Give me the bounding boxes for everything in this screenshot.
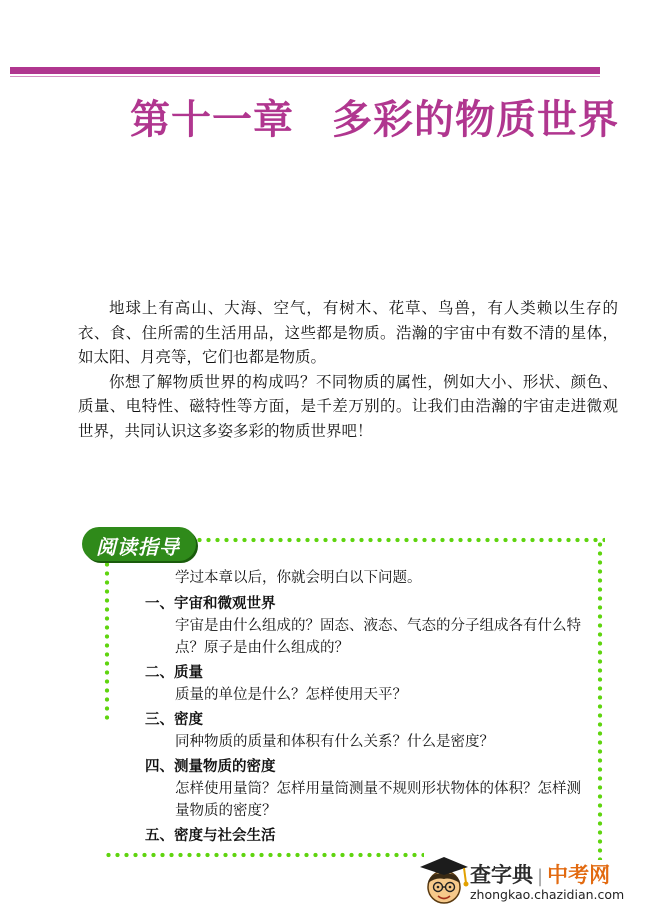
chapter-intro <box>78 296 618 443</box>
section-heading: 二、质量 <box>145 665 203 681</box>
section-heading: 四、测量物质的密度 <box>145 759 276 775</box>
chapter-number: 第十一章 <box>130 97 294 143</box>
section-heading: 五、密度与社会生活 <box>145 828 276 844</box>
section-heading: 三、密度 <box>145 712 203 728</box>
guide-border-right <box>597 540 603 860</box>
section-heading: 一、宇宙和微观世界 <box>145 596 276 612</box>
chapter-header-rule <box>10 76 600 77</box>
watermark-brand: 查字典 | 中考网 <box>470 863 611 887</box>
guide-section <box>145 756 590 822</box>
watermark-url[interactable]: zhongkao.chazidian.com <box>470 887 625 902</box>
guide-border-top <box>195 537 605 543</box>
site-watermark[interactable] <box>420 853 645 911</box>
section-body: 质量的单位是什么？怎样使用天平？ <box>175 687 407 703</box>
guide-section <box>145 825 590 847</box>
intro-paragraph: 你想了解物质世界的构成吗？不同物质的属性，例如大小、形状、颜色、质量、电特性、磁特性等方面，是千差万别的。让我们由浩瀚的宇宙走进微观世界，共同认识这多姿多彩的物质世界吧！ <box>78 372 618 440</box>
chapter-header-bar <box>10 67 600 74</box>
section-body: 同种物质的质量和体积有什么关系？什么是密度？ <box>175 734 494 750</box>
chapter-name: 多彩的物质世界 <box>332 97 619 143</box>
guide-border-bottom <box>104 852 424 858</box>
reading-guide-badge <box>82 527 196 561</box>
guide-border-left <box>104 560 110 720</box>
reading-guide-content <box>145 568 590 847</box>
intro-paragraph: 地球上有高山、大海、空气，有树木、花草、鸟兽，有人类赖以生存的衣、食、住所需的生活用品，这些都是物质。浩瀚的宇宙中有数不清的星体，如太阳、月亮等，它们也都是物质。 <box>78 299 618 366</box>
chapter-title <box>130 88 619 145</box>
section-body: 怎样使用量筒？怎样用量筒测量不规则形状物体的体积？怎样测量物质的密度？ <box>175 781 581 819</box>
guide-lead: 学过本章以后，你就会明白以下问题。 <box>175 570 422 586</box>
reading-guide-label: 阅读指导 <box>96 535 180 559</box>
guide-section <box>145 593 590 659</box>
section-body: 宇宙是由什么组成的？固态、液态、气态的分子组成各有什么特点？原子是由什么组成的？ <box>175 618 581 656</box>
guide-section <box>145 662 590 706</box>
graduation-cap-mascot-icon <box>420 853 470 909</box>
guide-section <box>145 709 590 753</box>
